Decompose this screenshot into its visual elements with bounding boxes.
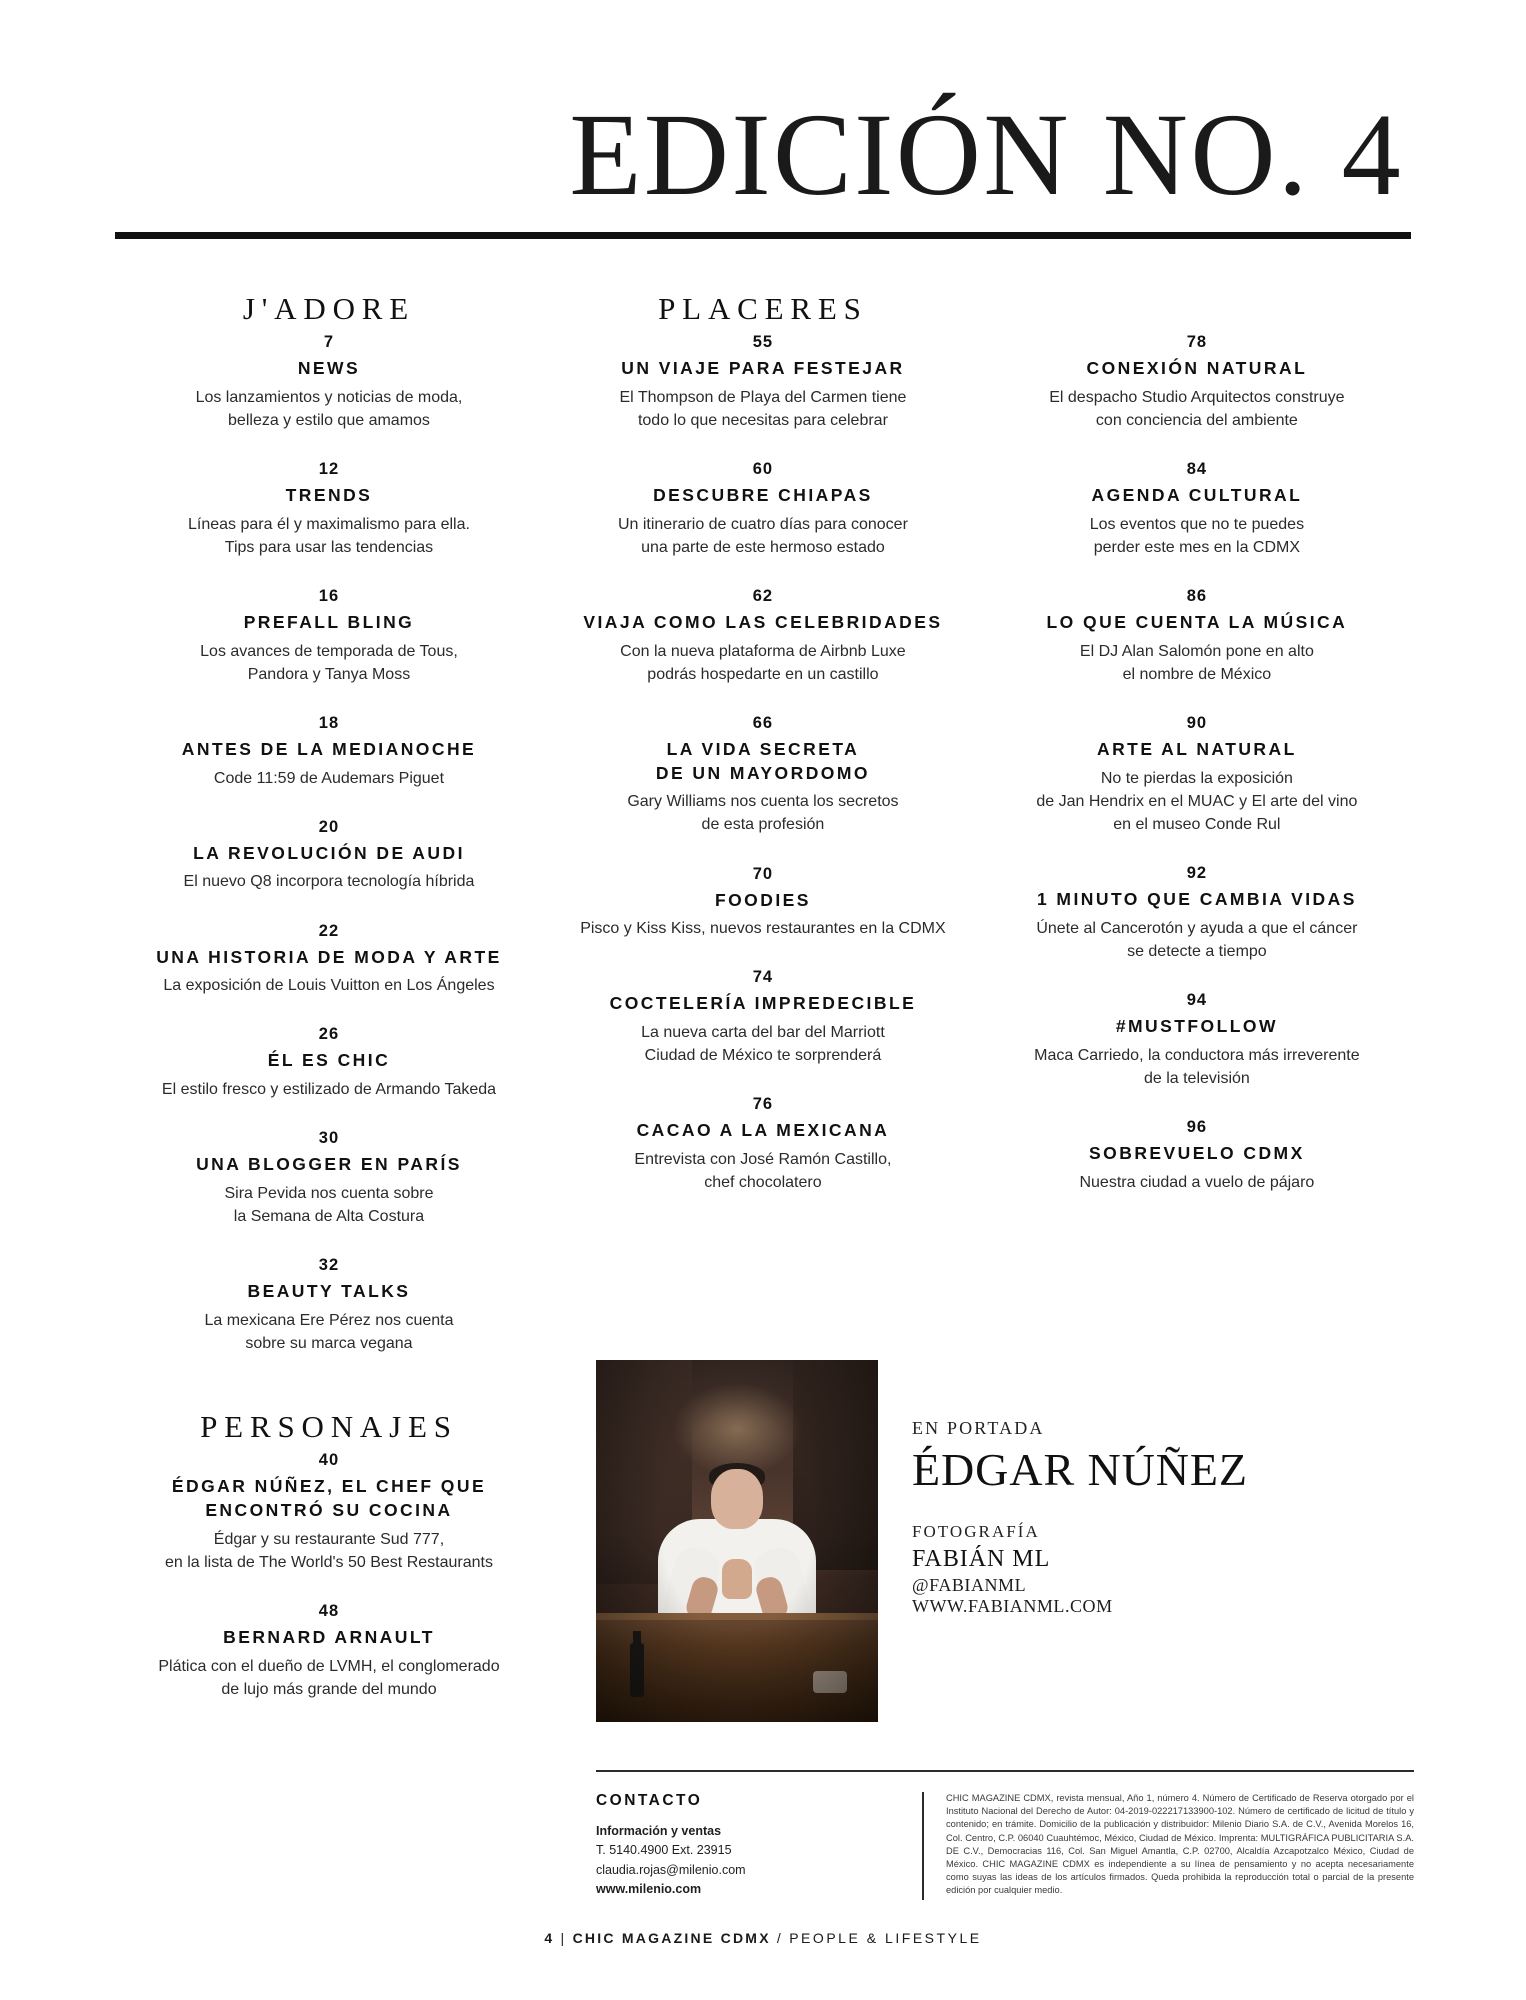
toc-entry[interactable] (568, 1095, 958, 1194)
toc-entry[interactable] (134, 1451, 524, 1574)
cover-credit-block (596, 1360, 1414, 1722)
toc-entry[interactable] (568, 865, 958, 941)
masthead-divider (115, 232, 1411, 239)
toc-entry-title: ANTES DE LA MEDIANOCHE (181, 739, 477, 759)
toc-entry-page-number: 94 (1186, 991, 1208, 1010)
toc-entry-description: Nuestra ciudad a vuelo de pájaro (1079, 1173, 1315, 1191)
footer-page-number: 4 (544, 1930, 555, 1946)
toc-entry-description: Los eventos que no te puedes perder este mes en la CDMX (1089, 515, 1305, 556)
toc-entry[interactable] (1002, 991, 1392, 1090)
toc-entry-page-number: 76 (752, 1095, 774, 1114)
toc-entry[interactable] (1002, 587, 1392, 686)
contents-column-1 (112, 291, 546, 1729)
toc-entry-title: VIAJA COMO LAS CELEBRIDADES (583, 612, 943, 632)
toc-entry-page-number: 90 (1186, 714, 1208, 732)
toc-entry-page-number: 30 (318, 1129, 340, 1148)
toc-entry-title: SOBREVUELO CDMX (1089, 1143, 1305, 1164)
toc-entry-page-number: 70 (752, 864, 774, 883)
photography-label: FOTOGRAFÍA (912, 1522, 1040, 1541)
contact-heading: CONTACTO (596, 1792, 703, 1809)
toc-entry-title: ARTE AL NATURAL (1097, 739, 1297, 759)
section-entries-continued (1002, 333, 1392, 1194)
toc-entry-description: Líneas para él y maximalismo para ella. Tips para usar las tendencias (188, 515, 470, 556)
toc-entry[interactable] (1002, 460, 1392, 559)
toc-entry[interactable] (134, 1129, 524, 1228)
toc-entry-description: Con la nueva plataforma de Airbnb Luxe podrás hospedarte en un castillo (620, 642, 906, 683)
toc-entry[interactable] (134, 333, 524, 432)
toc-entry-page-number: 40 (318, 1451, 340, 1470)
toc-entry[interactable] (568, 587, 958, 686)
footer-separator-1: | (560, 1930, 567, 1946)
legal-text: CHIC MAGAZINE CDMX, revista mensual, Año 1, número 4. Número de Certificado de Reserva otorgado por el Instituto Nacional del Derecho de Autor: 04-2019-022217133900-102. Número de certificado de licitud de título y contenido; en trámite. Domicilio de la publicación y distribuidor: Milenio Diario S.A. de C.V., Avenida Morelos 16, Col. Centro, C.P. 06040 Cuauhtémoc, México, Ciudad de México. Imprenta: MULTIGRÁFICA PUBLICITARIA S.A. DE C.V., Democracias 116, Col. San Miguel Amantla, C.P. 02700, Alcaldía Azcapotzalco México, Ciudad de México. CHIC MAGAZINE CDMX es independiente a su línea de pensamiento y no acepta necesariamente como suyas las ideas de los artículos firmados. Queda prohibida la reproducción total o parcial de la presente edición por cualquier medio. (922, 1792, 1414, 1900)
toc-entry[interactable] (134, 587, 524, 686)
toc-entry-description: La exposición de Louis Vuitton en Los Ángeles (163, 977, 495, 995)
page-footer (0, 1930, 1526, 1946)
cover-subject-name: ÉDGAR NÚÑEZ (912, 1444, 1248, 1495)
toc-entry[interactable] (1002, 864, 1392, 963)
toc-entry-title: UN VIAJE PARA FESTEJAR (621, 358, 905, 378)
toc-entry-title: BERNARD ARNAULT (223, 1626, 435, 1647)
contact-line-email[interactable]: claudia.rojas@milenio.com (596, 1862, 746, 1877)
toc-entry[interactable] (134, 922, 524, 998)
cover-credits-text (912, 1360, 1248, 1722)
toc-entry-description: Únete al Cancerotón y ayuda a que el cáncer se detecte a tiempo (1036, 919, 1358, 960)
toc-entry-description: El estilo fresco y estilizado de Armando Takeda (161, 1081, 497, 1099)
toc-entry-title: #MUSTFOLLOW (1115, 1016, 1278, 1037)
toc-entry-description: Édgar y su restaurante Sud 777, en la lista de The World's 50 Best Restaurants (164, 1530, 493, 1571)
toc-entry-description: Gary Williams nos cuenta los secretos de esta profesión (627, 793, 899, 834)
toc-entry-description: Code 11:59 de Audemars Piguet (213, 769, 445, 787)
colophon (596, 1770, 1414, 1900)
toc-entry[interactable] (134, 1025, 524, 1101)
photographer-website: WWW.FABIANML.COM (912, 1596, 1113, 1616)
toc-entry[interactable] (568, 714, 958, 837)
toc-entry-page-number: 32 (318, 1256, 340, 1275)
toc-entry-title: NEWS (297, 358, 361, 378)
contact-line-website[interactable]: www.milenio.com (596, 1882, 702, 1897)
toc-entry-page-number: 78 (1186, 333, 1208, 351)
contact-block (596, 1792, 896, 1900)
toc-entry-title: BEAUTY TALKS (247, 1281, 411, 1302)
toc-entry-description: El despacho Studio Arquitectos construye con conciencia del ambiente (1049, 388, 1345, 429)
section-heading-personajes: PERSONAJES (200, 1409, 458, 1445)
toc-entry-title: ÉDGAR NÚÑEZ, EL CHEF QUE ENCONTRÓ SU COCINA (171, 1476, 487, 1520)
column3-spacer (1002, 291, 1392, 333)
toc-entry-page-number: 62 (752, 587, 774, 605)
toc-entry-description: Maca Carriedo, la conductora más irreverente de la televisión (1034, 1046, 1360, 1087)
footer-slash: / (776, 1930, 784, 1946)
chef-portrait-photo (596, 1360, 878, 1722)
section-entries-jadore (134, 333, 524, 1355)
toc-entry-title: CONEXIÓN NATURAL (1086, 358, 1308, 378)
footer-tagline: PEOPLE & LIFESTYLE (789, 1930, 982, 1946)
contact-line-phone: T. 5140.4900 Ext. 23915 (596, 1843, 732, 1858)
toc-entry-page-number: 26 (318, 1025, 340, 1044)
cover-kicker: EN PORTADA (912, 1418, 1045, 1438)
toc-entry-page-number: 96 (1186, 1118, 1208, 1137)
toc-entry-title: PREFALL BLING (243, 612, 415, 632)
section-entries-personajes (134, 1451, 524, 1701)
toc-entry-page-number: 74 (752, 968, 774, 987)
toc-entry-title: LA VIDA SECRETA DE UN MAYORDOMO (655, 739, 870, 783)
toc-entry-description: El Thompson de Playa del Carmen tiene todo lo que necesitas para celebrar (619, 388, 907, 429)
toc-entry[interactable] (134, 714, 524, 790)
toc-entry-page-number: 16 (318, 587, 340, 605)
toc-entry-title: UNA HISTORIA DE MODA Y ARTE (156, 946, 502, 967)
toc-entry[interactable] (568, 333, 958, 432)
toc-entry-page-number: 7 (323, 333, 335, 351)
toc-entry[interactable] (134, 1602, 524, 1701)
toc-entry-description: Los avances de temporada de Tous, Pandora y Tanya Moss (200, 642, 458, 683)
page-title: EDICIÓN NO. 4 (569, 89, 1403, 220)
toc-entry[interactable] (1002, 1118, 1392, 1194)
colophon-divider (596, 1770, 1414, 1772)
toc-entry-description: Pisco y Kiss Kiss, nuevos restaurantes en la CDMX (580, 920, 946, 938)
toc-entry-description: Plática con el dueño de LVMH, el conglomerado de lujo más grande del mundo (158, 1657, 500, 1698)
toc-entry-description: Un itinerario de cuatro días para conocer una parte de este hermoso estado (617, 515, 908, 556)
toc-entry-page-number: 22 (318, 921, 340, 940)
toc-entry-description: La nueva carta del bar del Marriott Ciudad de México te sorprenderá (641, 1024, 885, 1065)
toc-entry-title: ÉL ES CHIC (267, 1050, 391, 1071)
toc-entry-description: Los lanzamientos y noticias de moda, belleza y estilo que amamos (195, 388, 463, 429)
toc-entry-page-number: 92 (1186, 864, 1208, 883)
toc-entry-page-number: 86 (1186, 587, 1208, 605)
toc-entry[interactable] (1002, 714, 1392, 836)
section-heading-placeres: PLACERES (658, 291, 868, 326)
toc-entry-title: 1 MINUTO QUE CAMBIA VIDAS (1036, 889, 1357, 910)
footer-brand: CHIC MAGAZINE CDMX (572, 1930, 771, 1946)
section-entries-placeres (568, 333, 958, 1194)
photographer-name: FABIÁN ML (912, 1546, 1051, 1572)
toc-entry-title: LO QUE CUENTA LA MÚSICA (1046, 612, 1348, 632)
toc-entry-title: COCTELERÍA IMPREDECIBLE (609, 993, 917, 1014)
toc-entry-page-number: 20 (318, 817, 340, 836)
toc-entry-page-number: 48 (318, 1601, 340, 1620)
toc-entry-page-number: 55 (752, 333, 774, 351)
toc-entry-page-number: 12 (318, 460, 340, 478)
toc-entry-page-number: 66 (752, 714, 774, 732)
toc-entry-title: AGENDA CULTURAL (1091, 485, 1303, 505)
toc-entry-title: CACAO A LA MEXICANA (636, 1120, 890, 1141)
toc-entry[interactable] (134, 460, 524, 559)
toc-entry-title: FOODIES (714, 889, 811, 910)
toc-entry-description: El DJ Alan Salomón pone en alto el nombre de México (1079, 642, 1314, 683)
toc-entry[interactable] (568, 968, 958, 1067)
toc-entry[interactable] (568, 460, 958, 559)
toc-entry[interactable] (134, 1256, 524, 1355)
toc-entry[interactable] (1002, 333, 1392, 432)
toc-entry-title: DESCUBRE CHIAPAS (653, 485, 873, 505)
photographer-handle: @FABIANML (912, 1575, 1027, 1595)
toc-entry-page-number: 60 (752, 460, 774, 478)
masthead (115, 89, 1411, 239)
toc-entry-description: La mexicana Ere Pérez nos cuenta sobre su marca vegana (204, 1311, 454, 1353)
toc-entry-page-number: 84 (1186, 460, 1208, 478)
toc-entry-description: No te pierdas la exposición de Jan Hendrix en el MUAC y El arte del vino en el museo Conde Rul (1036, 769, 1358, 833)
toc-entry-description: El nuevo Q8 incorpora tecnología híbrida (183, 873, 475, 891)
section-heading-jadore: J'ADORE (242, 291, 416, 326)
toc-entry-title: LA REVOLUCIÓN DE AUDI (193, 842, 465, 863)
toc-entry-title: TRENDS (285, 485, 373, 505)
toc-entry[interactable] (134, 818, 524, 894)
toc-entry-title: UNA BLOGGER EN PARÍS (196, 1154, 462, 1175)
toc-entry-description: Sira Pevida nos cuenta sobre la Semana de Alta Costura (224, 1184, 434, 1226)
toc-entry-description: Entrevista con José Ramón Castillo, chef chocolatero (634, 1151, 892, 1192)
toc-entry-page-number: 18 (318, 714, 340, 732)
contact-line-sales: Información y ventas (596, 1824, 722, 1838)
